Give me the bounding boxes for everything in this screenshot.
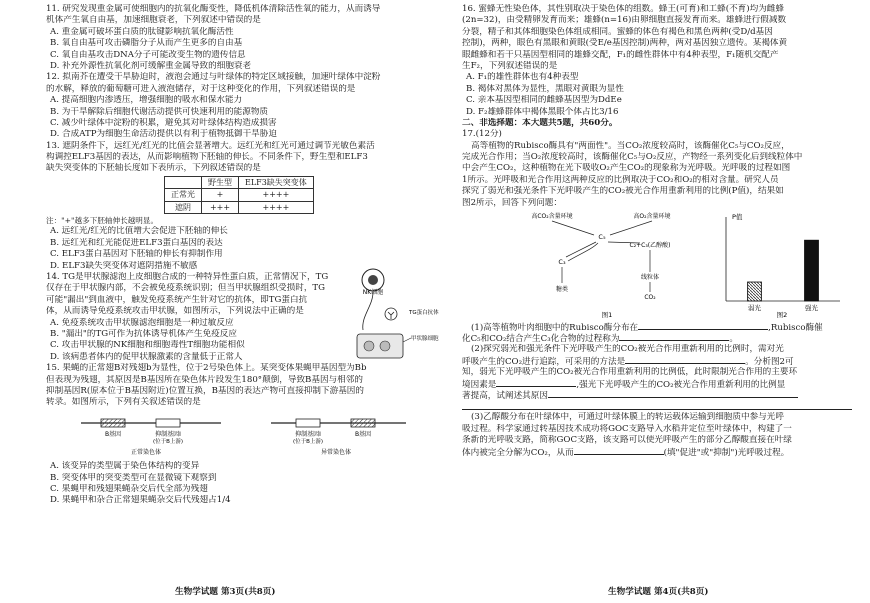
tg-antibody-label: TG蛋白抗体 [409, 310, 439, 317]
q14-option-c: C. 攻击甲状腺的NK细胞和细胞毒性T细胞功能相似 [50, 340, 245, 351]
table-header-cell: ELF3缺失突变体 [239, 176, 314, 188]
q16-option-b: B. 褐体对黑体为显性，黑眼对黄眼为显性 [466, 83, 624, 94]
q17-part-3-line4 [462, 446, 862, 457]
text: 境因素是 [462, 379, 497, 390]
nk-cell-nucleus [368, 275, 378, 285]
q11-option-c: C. 氧自由基攻击DNA分子可能改变生物的遗传信息 [50, 49, 246, 60]
q12-option-d: D. 合成ATP为细胞生命活动提供以有利于植物抵御干旱胁迫 [50, 129, 277, 140]
q13-note: 注："+"越多下胚轴伸长越明显。 [46, 216, 159, 226]
right-column [462, 4, 862, 458]
q12-stem-2: 的水解，释放的葡萄糖可进入液泡储存，对于这种变化的作用，下列叙述错误的是 [46, 83, 356, 94]
q15-stem: 15. 果蝇的正常翅B对残翅b为显性，位于2号染色体上。某突变体果蝇甲基因型为Bb [46, 363, 367, 374]
q15-stem-4: 转录。如图所示，下列有关叙述错误的是 [46, 397, 201, 408]
q11-option-d: D. 补充外源性抗氧化剂可缓解重金属导致的细胞衰老 [50, 60, 252, 71]
text: 。 [729, 334, 739, 344]
q17-text: 1所示。光呼吸和光合作用这两种反应的比例取决于CO₂和O₂的相对含量。研究人员 [462, 174, 779, 185]
normal-caption: 正常染色体 [130, 448, 162, 456]
question-13 [46, 141, 441, 272]
q12-option-c: C. 减少叶绿体中淀粉的积累，避免其对叶绿体结构造成损害 [50, 117, 277, 128]
q15-chromosome-figure [46, 409, 441, 457]
q15-option-a: A. 该变异的类型属于染色体结构的变异 [50, 461, 200, 472]
q17-figures [462, 209, 862, 321]
table-cell: 正常光 [165, 189, 202, 201]
suppressor-sublabel: (位于B上游) [292, 438, 324, 445]
q13-stem-2: 构调控ELF3基因的表达，从而影响植物下胚轴的伸长。不同条件下，野生型和ELF3 [46, 152, 368, 163]
left-column [46, 4, 441, 507]
sugar-label: 糖类 [555, 286, 569, 294]
abnormal-chromosome [271, 419, 406, 456]
c3-label: C₃ [558, 258, 566, 267]
q14-option-a: A. 免疫系统攻击甲状腺滤泡细胞是一种过敏反应 [50, 317, 234, 328]
arrow-line [552, 221, 594, 235]
question-16 [462, 4, 862, 118]
q11-stem-2: 机体产生氧自由基，加速细胞衰老，下列叙述中错误的是 [46, 15, 261, 26]
q14-stem-2: 仅存在于甲状腺内部，不会被免疫系统识别；但当甲状腺组织受损时，TG [46, 283, 326, 294]
label-line [403, 338, 411, 342]
figure-2-caption: 图2 [776, 311, 788, 320]
q16-option-d: D. F₂雄蜂群体中褐体黑眼个体占比3/16 [466, 106, 619, 117]
q16-option-c: C. 亲本基因型相同的雌蜂基因型为DdEe [466, 95, 622, 106]
arrow-line [610, 221, 652, 235]
q17-part-2-line4 [462, 378, 862, 389]
q14-stem-3: 可能"漏出"到血液中，触发免疫系统产生针对它的抗体，即TG蛋白抗 [46, 294, 308, 305]
q15-stem-3: 抑制基因R(原本位于B基因附近)位置互换，B基因的表达产物可直接抑制下游基因的 [46, 385, 364, 396]
section-heading: 二、非选择题：本大题共5题，共60分。 [462, 117, 618, 128]
q15-option-d: D. 果蝇甲和杂合正常翅果蝇杂交后代残翅占1/4 [50, 495, 231, 506]
q13-table [164, 176, 314, 214]
text: 呼吸产生的CO₂进行追踪，可采用的方法是 [462, 357, 626, 367]
suppressor-label: 抑制基因Ⅰ [295, 430, 321, 438]
suppressor-gene-segment [296, 419, 320, 427]
answer-blank[interactable] [548, 389, 798, 398]
q17-part-3-line3: 条新的光呼吸支路，简称GOC支路，该支路可以使光呼吸产生的部分乙醇酸直接在叶绿 [462, 434, 792, 445]
table-header-cell: 野生型 [202, 176, 239, 188]
q12-stem: 12. 拟南芥在遭受干旱胁迫时，液泡会通过与叶绿体的特定区域接触，加速叶绿体中淀粉 [46, 72, 381, 83]
q13-option-c: C. ELF3蛋白基因对下胚轴的伸长有抑制作用 [50, 249, 223, 260]
q17-part-3-line1: (3)乙醇酸分布在叶绿体中，可通过叶绿体膜上的转运载体运输到细胞质中参与光呼 [471, 412, 784, 423]
normal-chromosome [81, 419, 221, 456]
table-row [165, 201, 314, 213]
question-14 [46, 272, 441, 363]
b-gene-segment [351, 419, 375, 427]
answer-blank[interactable] [638, 321, 768, 330]
abnormal-caption: 异常染色体 [320, 448, 352, 456]
q12-option-b: B. 为干旱解除后细胞代谢活动提供可快速利用的能源物质 [50, 106, 269, 117]
text: 化C₅和CO₂结合产生C₃化合物的过程称为 [462, 334, 620, 344]
question-15 [46, 363, 441, 507]
text: 。分析图2可 [745, 357, 794, 367]
q14-figure [351, 266, 441, 366]
answer-blank[interactable] [619, 332, 729, 341]
q16-stem-4: 控制)，两种，眼色有黑眼和黄眼(受E/e基因控制)两种，两对基因独立遗传。某褐体黄 [462, 38, 788, 49]
q17-heading: 17.(12分) [462, 129, 502, 140]
c2c3-label: C₂+C₃(乙醇酸) [629, 242, 671, 250]
bar-weak-light [748, 282, 762, 301]
text: ,强光下光呼吸产生的CO₂被光合作用重新利用的比例显 [576, 379, 786, 390]
q16-stem-6: 生F₂，下列叙述错误的是 [462, 60, 558, 71]
arrow-line [363, 292, 373, 330]
question-11 [46, 4, 441, 72]
question-12 [46, 72, 441, 140]
q17-part-2-line3: 知，弱光下光呼吸产生的CO₂被光合作用重新利用的比例低，此时限制光合作用的主要环 [462, 366, 798, 377]
figure-1-caption: 图1 [601, 311, 613, 320]
figure-1-photorespiration [522, 209, 692, 321]
q16-stem-5: 眼雌蜂和若干只基因型相同的雄蜂交配，F₁的雌性群体中有4种表型，F₁随机交配产 [462, 49, 779, 60]
y-axis-label: P值 [732, 213, 743, 222]
q11-option-b: B. 氧自由基可攻击磷脂分子从而产生更多的自由基 [50, 38, 243, 49]
text: (填"促进"或"抑制")光呼吸过程。 [663, 448, 790, 458]
q17-part-2-line5 [462, 389, 862, 400]
answer-blank[interactable] [574, 446, 664, 455]
q14-option-d: D. 该病患者体内的促甲状腺激素的含量低于正常人 [50, 351, 243, 362]
text: 体内被完全分解为CO₂，从而 [462, 448, 574, 458]
page-footer-left: 生物学试题 第3页(共8页) [175, 587, 276, 597]
q17-text: 图2所示，回答下列问题： [462, 197, 562, 208]
text: (1)高等植物叶肉细胞中的Rubisco酶分布在 [471, 323, 639, 333]
text: ,Rubisco酶催 [768, 323, 823, 333]
q14-stem-4: 体，从而诱导免疫系统攻击甲状腺，如图所示，下列说法中正确的是 [46, 306, 304, 317]
q13-option-d: D. ELF3缺失突变体对遮阴措施不敏感 [50, 260, 198, 271]
text: 著提高，试阐述其原因 [462, 391, 548, 401]
arrow-line [566, 242, 596, 257]
thyroid-follicle [364, 341, 374, 351]
table-cell: ++++ [239, 189, 314, 201]
answer-blank[interactable] [496, 378, 576, 387]
q13-stem-3: 缺失突变体的下胚轴长度如下表所示，下列叙述错误的是 [46, 163, 261, 174]
suppressor-label: 抑制基因Ⅰ [155, 430, 181, 438]
q17-text: 高等植物的Rubisco酶具有"两面性"。当CO₂浓度较高时，该酶催化C₅与CO₂反应， [471, 140, 790, 151]
q12-option-a: A. 提高细胞内渗透压，增强细胞的吸水和保水能力 [50, 95, 243, 106]
arrow-line [568, 243, 598, 261]
suppressor-sublabel: (位于B上游) [152, 438, 184, 445]
q16-stem-2: (2n=32)，由受精卵发育而来；雄蜂(n=16)由卵细胞直接发育而来。雄蜂进行假减数 [462, 15, 787, 26]
q17-text: 探究了弱光和强光条件下光呼吸产生的CO₂被光合作用重新利用的比例(P值)，结果如 [462, 186, 784, 197]
q11-stem: 11. 研究发现重金属可使细胞内的抗氧化酶变性，降低机体清除活性氧的能力，从而诱导 [46, 4, 381, 14]
answer-blank[interactable] [462, 401, 852, 410]
q17-part-3-line2: 吸过程。科学家通过转基因技术成功将GOC支路导入水稻并定位至叶绿体中，构建了一 [462, 423, 792, 434]
question-17-intro [462, 141, 862, 209]
q14-option-b: B. "漏出"的TG可作为抗体诱导机体产生免疫反应 [50, 328, 237, 339]
q17-text: 完成光合作用；当O₂浓度较高时，该酶催化C₅与O₂反应，产物经一系列变化后到线粒体中 [462, 152, 803, 163]
table-header-cell [165, 176, 202, 188]
thyroid-label: 甲状腺细胞 [411, 336, 439, 343]
q16-stem-3: 分裂，精子和其体细胞染色体组成相同。蜜蜂的体色有褐色和黑色两种(受D/d基因 [462, 26, 773, 37]
q16-option-a: A. F₁的雄性群体也有4种表型 [466, 72, 579, 83]
table-cell: 遮阴 [165, 201, 202, 213]
q17-part-1-line1 [462, 321, 862, 332]
q17-part-2-line6 [462, 401, 862, 412]
q17-text: 中会产生CO₂，这种植物在光下吸收O₂产生CO₂的现象称为光呼吸。光呼吸的过程如图 [462, 163, 791, 174]
co2-label: CO₂ [644, 294, 656, 302]
q13-option-b: B. 远红光和红光能促进ELF3蛋白基因的表达 [50, 237, 223, 248]
q13-stem: 13. 遮阴条件下，远红光/红光的比值会显著增大。远红光和红光可通过调节光敏色素活 [46, 140, 375, 151]
q15-option-b: B. 突变体甲的突变类型可在显微镜下观察到 [50, 472, 217, 483]
figure-2-bar-chart [708, 209, 848, 321]
b-gene-segment [101, 419, 125, 427]
q13-option-a: A. 远红光/红光的比值增大会促进下胚轴的伸长 [50, 226, 228, 237]
q11-option-a: A. 重金属可破坏蛋白质的肽键影响抗氧化酶活性 [50, 26, 234, 37]
q15-option-c: C. 果蝇甲和残翅果蝇杂交后代全部为残翅 [50, 483, 208, 494]
b-gene-label: B基因 [354, 430, 372, 438]
q15-stem-2: 但表现为残翅，其原因是B基因所在染色体片段发生180°颠倒，导致B基因与相邻的 [46, 374, 363, 385]
q16-stem: 16. 蜜蜂无性染色体，其性别取决于染色体的组数。蜂王(可育)和工蜂(不育)均为雌蜂 [462, 4, 784, 14]
answer-blank[interactable] [625, 355, 745, 364]
b-gene-label: B基因 [104, 430, 122, 438]
table-row [165, 189, 314, 201]
question-17-parts [462, 321, 862, 458]
c5-label: C₅ [598, 233, 606, 242]
x-tick-label: 强光 [805, 304, 818, 313]
suppressor-gene-segment [156, 419, 180, 427]
thyroid-follicle [380, 341, 390, 351]
nk-cell-label: NK细胞 [362, 289, 384, 297]
high-co2-label: 高CO₂含量环境 [531, 213, 573, 221]
page-footer-right: 生物学试题 第4页(共8页) [608, 587, 709, 597]
q17-part-2-line1: (2)探究弱光和强光条件下光呼吸产生的CO₂被光合作用重新利用的比例时，需对光 [471, 343, 784, 354]
high-o2-label: 高O₂含量环境 [633, 213, 671, 221]
q17-part-2-line2 [462, 355, 862, 366]
mito-label: 线粒体 [640, 274, 660, 282]
q14-stem: 14. TG是甲状腺滤泡上皮细胞合成的一种特异性蛋白质，正常情况下，TG [46, 272, 329, 283]
x-tick-label: 弱光 [748, 304, 761, 313]
q17-part-1-line2 [462, 332, 862, 343]
table-cell: + [202, 189, 239, 201]
bar-strong-light [805, 240, 819, 301]
table-cell: +++ [202, 201, 239, 213]
table-cell: ++++ [239, 201, 314, 213]
